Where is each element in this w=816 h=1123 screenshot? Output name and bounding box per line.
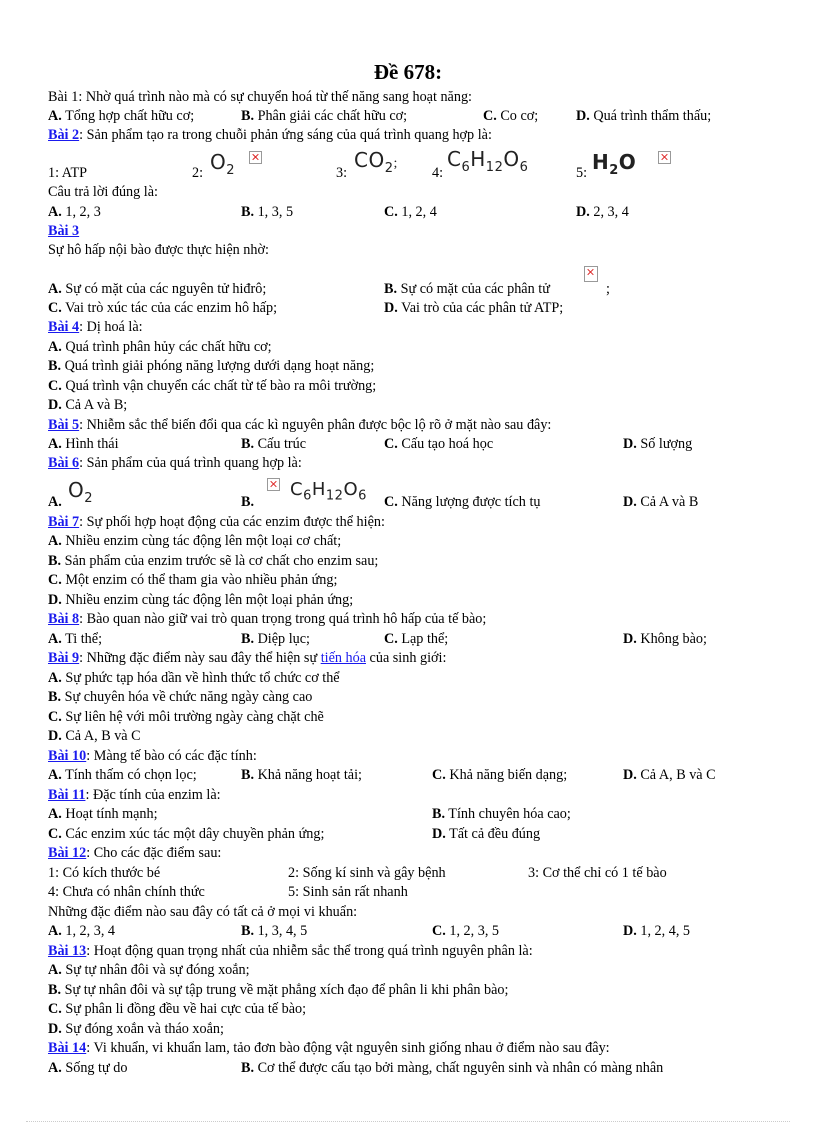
q6-link[interactable]: Bài 6 [48, 455, 80, 471]
q2-answer-prompt: Câu trả lời đúng là: [48, 184, 158, 200]
q2-link[interactable]: Bài 2 [48, 127, 80, 143]
q12-feature-2: 2: Sống kí sinh và gây bệnh [288, 865, 446, 881]
q6-option-b: B. [241, 494, 255, 510]
broken-image-icon [267, 478, 280, 496]
question-9: Bài 9: Những đặc điểm này sau đây thể hiện sự tiến hóa của sinh giới: [48, 650, 447, 666]
q3-option-b-end: ; [606, 281, 610, 297]
q12-option-c: C. 1, 2, 3, 5 [432, 923, 499, 939]
q13-option-d: D. Sự đóng xoắn và tháo xoắn; [48, 1021, 224, 1037]
q2-o2-formula: $O_2$ [210, 150, 236, 178]
q12-feature-1: 1: Có kích thước bé [48, 865, 161, 881]
q12-feature-5: 5: Sinh sản rất nhanh [288, 884, 408, 900]
broken-image-icon [249, 151, 262, 169]
q8-option-a: A. Ti thể; [48, 631, 103, 647]
q2-item-3: 3: [336, 165, 348, 181]
q5-option-b: B. Cấu trúc [241, 436, 307, 452]
q1-option-a: A. Tổng hợp chất hữu cơ; [48, 108, 195, 124]
q12-link[interactable]: Bài 12 [48, 845, 87, 861]
q2-co2-formula: $CO_2$; [354, 148, 398, 176]
broken-image-icon [658, 151, 671, 169]
q8-option-d: D. Không bào; [623, 631, 707, 647]
q3-option-a: A. Sự có mặt của các nguyên tử hiđrô; [48, 281, 267, 297]
broken-image-icon [584, 266, 598, 284]
q12-feature-4: 4: Chưa có nhân chính thức [48, 884, 205, 900]
q5-option-d: D. Số lượng [623, 436, 693, 452]
q10-option-d: D. Cả A, B và C [623, 767, 716, 783]
q3-option-d: D. Vai trò của các phân tử ATP; [384, 300, 564, 316]
q13-option-b: B. Sự tự nhân đôi và sự tập trung về mặt phẳng xích đạo để phân li khi phân bào; [48, 982, 509, 998]
q7-option-a: A. Nhiều enzim cùng tác động lên một loại cơ chất; [48, 533, 342, 549]
q14-option-b: B. Cơ thể được cấu tạo bởi màng, chất nguyên sinh và nhân có màng nhân [241, 1060, 664, 1076]
q13-option-a: A. Sự tự nhân đôi và sự đóng xoắn; [48, 962, 250, 978]
q10-option-b: B. Khả năng hoạt tải; [241, 767, 362, 783]
q3-link[interactable]: Bài 3 [48, 223, 80, 239]
page-title: Đề 678: [373, 60, 443, 84]
q1-option-d: D. Quá trình thẩm thấu; [576, 108, 712, 124]
q12-option-a: A. 1, 2, 3, 4 [48, 923, 115, 939]
question-10: Bài 10: Màng tế bào có các đặc tính: [48, 748, 257, 764]
q2-h2o-formula: $H_2O$ [592, 150, 637, 178]
q12-prompt: Những đặc điểm nào sau đây có tất cả ở mọi vi khuẩn: [48, 904, 358, 920]
q11-option-a: A. Hoạt tính mạnh; [48, 806, 158, 822]
q6-option-c: C. Năng lượng được tích tụ [384, 494, 541, 510]
q9-option-d: D. Cả A, B và C [48, 728, 141, 744]
q10-option-c: C. Khả năng biến dạng; [432, 767, 568, 783]
q8-option-b: B. Diệp lục; [241, 631, 310, 647]
q8-link[interactable]: Bài 8 [48, 611, 80, 627]
question-1: Bài 1: Nhờ quá trình nào mà có sự chuyển hoá từ thế năng sang hoạt năng: [48, 89, 472, 105]
q2-item-4: 4: [432, 165, 444, 181]
page-bottom-divider [26, 1121, 790, 1122]
q2-item-2: 2: [192, 165, 204, 181]
question-3: Sự hô hấp nội bào được thực hiện nhờ: [48, 242, 269, 258]
q7-option-d: D. Nhiều enzim cùng tác động lên một loại phản ứng; [48, 592, 354, 608]
q2-option-d: D. 2, 3, 4 [576, 204, 629, 220]
q7-option-c: C. Một enzim có thể tham gia vào nhiều phản ứng; [48, 572, 338, 588]
question-13: Bài 13: Hoạt động quan trọng nhất của nhiễm sắc thể trong quá trình nguyên phân là: [48, 943, 533, 959]
q12-option-b: B. 1, 3, 4, 5 [241, 923, 308, 939]
q3-option-c: C. Vai trò xúc tác của các enzim hô hấp; [48, 300, 278, 316]
q5-option-c: C. Cấu tạo hoá học [384, 436, 494, 452]
q7-option-b: B. Sản phẩm của enzim trước sẽ là cơ chất cho enzim sau; [48, 553, 379, 569]
tien-hoa-link[interactable]: tiến hóa [320, 650, 366, 666]
q14-link[interactable]: Bài 14 [48, 1040, 87, 1056]
q2-glucose-formula: $C_6H_{12}O_6$ [447, 147, 529, 175]
q9-option-a: A. Sự phức tạp hóa dần về hình thức tổ chức cơ thể [48, 670, 340, 686]
q2-option-a: A. 1, 2, 3 [48, 204, 101, 220]
q10-option-a: A. Tính thấm có chọn lọc; [48, 767, 197, 783]
q9-option-c: C. Sự liên hệ với môi trường ngày càng chặt chẽ [48, 709, 324, 725]
q4-link[interactable]: Bài 4 [48, 319, 80, 335]
q11-option-d: D. Tất cả đều đúng [432, 826, 541, 842]
q11-link[interactable]: Bài 11 [48, 787, 86, 803]
q13-link[interactable]: Bài 13 [48, 943, 87, 959]
q6-glucose-formula: $C_6H_{12}O_6$ [290, 479, 367, 504]
question-4: Bài 4: Dị hoá là: [48, 319, 143, 335]
q4-option-a: A. Quá trình phân hủy các chất hữu cơ; [48, 339, 272, 355]
q2-item-1: 1: ATP [48, 165, 88, 181]
question-5: Bài 5: Nhiễm sắc thể biến đổi qua các kì nguyên phân được bộc lộ rõ ở mặt nào sau đây: [48, 417, 552, 433]
q2-option-c: C. 1, 2, 4 [384, 204, 437, 220]
q9-link[interactable]: Bài 9 [48, 650, 80, 666]
q7-link[interactable]: Bài 7 [48, 514, 80, 530]
question-14: Bài 14: Vi khuẩn, vi khuẩn lam, tảo đơn bào động vật nguyên sinh giống nhau ở điểm nào sau đây: [48, 1040, 610, 1056]
q12-feature-3: 3: Cơ thể chỉ có 1 tế bào [528, 865, 667, 881]
q3-option-b: B. Sự có mặt của các phân tử [384, 281, 550, 297]
q6-option-a: A. [48, 494, 62, 510]
q4-option-b: B. Quá trình giải phóng năng lượng dưới dạng hoạt năng; [48, 358, 375, 374]
q5-option-a: A. Hình thái [48, 436, 119, 452]
q11-option-b: B. Tính chuyên hóa cao; [432, 806, 571, 822]
q4-option-d: D. Cả A và B; [48, 397, 128, 413]
q6-option-d: D. Cả A và B [623, 494, 699, 510]
q9-option-b: B. Sự chuyên hóa về chức năng ngày càng cao [48, 689, 313, 705]
question-6: Bài 6: Sản phẩm của quá trình quang hợp là: [48, 455, 302, 471]
q2-option-b: B. 1, 3, 5 [241, 204, 294, 220]
q6-o2-formula: $O_2$ [68, 478, 94, 506]
q1-option-c: C. Co cơ; [483, 108, 539, 124]
q4-option-c: C. Quá trình vận chuyển các chất từ tế bào ra môi trường; [48, 378, 377, 394]
q13-option-c: C. Sự phân li đồng đều về hai cực của tế bào; [48, 1001, 307, 1017]
question-7: Bài 7: Sự phối hợp hoạt động của các enzim được thể hiện: [48, 514, 385, 530]
question-12: Bài 12: Cho các đặc điểm sau: [48, 845, 222, 861]
q10-link[interactable]: Bài 10 [48, 748, 87, 764]
q14-option-a: A. Sống tự do [48, 1060, 128, 1076]
question-8: Bài 8: Bào quan nào giữ vai trò quan trọng trong quá trình hô hấp của tế bào; [48, 611, 487, 627]
q5-link[interactable]: Bài 5 [48, 417, 80, 433]
q12-option-d: D. 1, 2, 4, 5 [623, 923, 690, 939]
q11-option-c: C. Các enzim xúc tác một dây chuyền phản ứng; [48, 826, 325, 842]
question-11: Bài 11: Đặc tính của enzim là: [48, 787, 221, 803]
q2-item-5: 5: [576, 165, 588, 181]
question-3-label [48, 222, 79, 240]
question-2: Bài 2: Sản phẩm tạo ra trong chuỗi phản ứng sáng của quá trình quang hợp là: [48, 127, 492, 143]
q8-option-c: C. Lạp thể; [384, 631, 449, 647]
q1-option-b: B. Phân giải các chất hữu cơ; [241, 108, 408, 124]
